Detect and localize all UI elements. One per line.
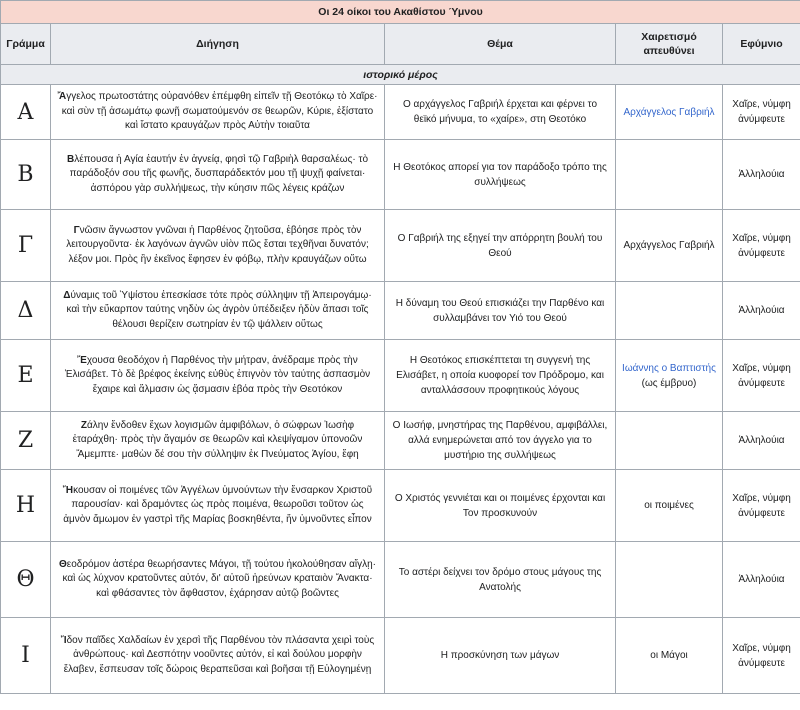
greeting-cell bbox=[616, 210, 723, 282]
narration-cell bbox=[51, 412, 385, 470]
greeting-cell bbox=[616, 542, 723, 618]
greeting-text: Αρχάγγελος Γαβριήλ bbox=[623, 240, 715, 251]
table-caption: Οι 24 οίκοι του Ακαθίστου Ύμνου bbox=[1, 1, 800, 24]
narration-initial: Ἔ bbox=[77, 354, 87, 366]
narration-text: ύναμις τοῦ Ὑψίστου ἐπεσκίασε τότε πρὸς σύλληψιν τῇ Ἀπειρογάμῳ· καὶ τὴν εὔκαρπον ταύτης νηδὺν ὡς ἀγρὸν ὑπέδειξεν ἡδὺν ἅπασι τοῖς θέλουσι θερίζειν σωτηρίαν ἐν τῷ ψάλλειν οὕτως bbox=[66, 289, 372, 330]
greeting-text: οι Μάγοι bbox=[650, 650, 688, 661]
narration-initial: Θ bbox=[59, 558, 67, 570]
greeting-text: οι ποιμένες bbox=[644, 500, 694, 511]
narration-text: άλην ἔνδοθεν ἔχων λογισμῶν ἀμφιβόλων, ὁ σώφρων Ἰωσὴφ ἐταράχθη· πρὸς τὴν ἄγαμόν σε θεωρῶν καὶ κλεψίγαμον ὑπονοῶν Ἄμεμπτε· μαθὼν δέ σου τὴν σύλληψιν ἐκ Πνεύματος Ἁγίου, ἔφη bbox=[72, 419, 363, 460]
table-row bbox=[1, 340, 800, 412]
header-refrain: Εφύμνιο bbox=[723, 24, 800, 65]
narration-initial: Γ bbox=[73, 224, 80, 236]
letter-cell: Η bbox=[1, 470, 51, 542]
narration-text: λέπουσα ἡ Αγία ἑαυτήν ἐν ἁγνείᾳ, φησὶ τῷ Γαβριὴλ θαρσαλέως· τὸ παράδοξόν σου τῆς φωνῆς, δυσπαράδεκτόν μου τῇ ψυχῇ φαίνεται· ἀσπόρου γὰρ συλλήψεως, τὴν κύησιν πῶς λέγεις κράζων bbox=[69, 153, 369, 194]
greeting-cell bbox=[616, 85, 723, 140]
header-narration: Διήγηση bbox=[51, 24, 385, 65]
letter-cell: Ι bbox=[1, 618, 51, 694]
theme-cell: Ο αρχάγγελος Γαβριήλ έρχεται και φέρνει το θεϊκό μήνυμα, το «χαίρε», στη Θεοτόκο bbox=[385, 85, 616, 140]
table-row bbox=[1, 618, 800, 694]
greeting-cell bbox=[616, 412, 723, 470]
narration-cell bbox=[51, 542, 385, 618]
greeting-link[interactable]: Ιωάννης ο Βαπτιστής bbox=[622, 362, 716, 374]
narration-text: δον παῖδες Χαλδαίων ἐν χερσὶ τῆς Παρθένου τὸν πλάσαντα χειρὶ τοὺς ἀνθρώπους· καὶ Δεσπότην νοοῦντες αὐτόν, εἰ καὶ δούλου μορφὴν ἔλαβεν, ἔσπευσαν τοῖς δώροις θεραπεῦσαι καὶ βοῆσαι τῇ Εὐλογημένῃ bbox=[63, 634, 375, 675]
table-row bbox=[1, 85, 800, 140]
letter-cell: Β bbox=[1, 140, 51, 210]
narration-initial: Ζ bbox=[80, 419, 87, 431]
theme-cell: Το αστέρι δείχνει τον δρόμο στους μάγους της Ανατολής bbox=[385, 542, 616, 618]
theme-cell: Η προσκύνηση των μάγων bbox=[385, 618, 616, 694]
table-row bbox=[1, 542, 800, 618]
theme-cell: Ο Χριστός γεννιέται και οι ποιμένες έρχονται και Τον προσκυνούν bbox=[385, 470, 616, 542]
narration-initial: Ἴ bbox=[60, 634, 67, 646]
theme-cell: Η δύναμη του Θεού επισκιάζει την Παρθένο και συλλαμβάνει τον Υιό του Θεού bbox=[385, 282, 616, 340]
header-theme: Θέμα bbox=[385, 24, 616, 65]
refrain-cell: Ἀλληλούια bbox=[723, 282, 800, 340]
narration-text: εοδρόμον ἀστέρα θεωρήσαντες Μάγοι, τῇ τούτου ἠκολούθησαν αἴγλῃ· καὶ ὡς λύχνον κρατοῦντες αὐτόν, δι' αὐτοῦ ἠρεύνων κραταιὸν Ἄνακτα· καὶ φθάσαντες τὸν ἄφθαστον, ἐχάρησαν αὐτῷ βοῶντες bbox=[62, 558, 376, 599]
narration-text: νῶσιν ἄγνωστον γνῶναι ἡ Παρθένος ζητοῦσα, ἐβόησε πρὸς τὸν λειτουργοῦντα· ἐκ λαγόνων ἁγνῶν υἱὸν πῶς ἔσται τεχθῆναι δυνατόν; λέξον μοι. Πρὸς ἣν ἐκεῖνος ἔφησεν ἐν φόβῳ, πλὴν κραυγάζων οὕτω bbox=[66, 224, 369, 265]
narration-cell bbox=[51, 618, 385, 694]
narration-initial: Β bbox=[66, 153, 75, 165]
letter-cell: Γ bbox=[1, 210, 51, 282]
greeting-link[interactable]: Αρχάγγελος Γαβριήλ bbox=[623, 106, 715, 118]
greeting-cell bbox=[616, 470, 723, 542]
narration-cell bbox=[51, 85, 385, 140]
narration-text: γγελος πρωτοστάτης οὐρανόθεν ἐπέμφθη εἰπεῖν τῇ Θεοτόκῳ τὸ Χαῖρε· καὶ σὺν τῇ ἀσωμάτῳ φωνῇ σωματούμενόν σε θεωρῶν, Κύριε, ἐξίστατο καὶ ἵστατο κραυγάζων πρὸς Αὐτὴν τοιαῦτα bbox=[61, 91, 378, 132]
theme-cell: Η Θεοτόκος επισκέπτεται τη συγγενή της Ελισάβετ, η οποία κυοφορεί τον Πρόδρομο, και ανταλλάσσουν προφητικούς λόγους bbox=[385, 340, 616, 412]
header-greeting: Χαιρετισμό απευθύνει bbox=[616, 24, 723, 65]
header-letter: Γράμμα bbox=[1, 24, 51, 65]
theme-cell: Η Θεοτόκος απορεί για τον παράδοξο τρόπο της συλλήψεως bbox=[385, 140, 616, 210]
letter-cell: Ε bbox=[1, 340, 51, 412]
narration-cell bbox=[51, 340, 385, 412]
letter-cell: Α bbox=[1, 85, 51, 140]
greeting-text: (ως έμβρυο) bbox=[641, 377, 697, 389]
narration-cell bbox=[51, 210, 385, 282]
letter-cell: Θ bbox=[1, 542, 51, 618]
refrain-cell: Ἀλληλούια bbox=[723, 412, 800, 470]
table-row bbox=[1, 412, 800, 470]
greeting-cell bbox=[616, 282, 723, 340]
refrain-cell: Χαῖρε, νύμφη ἀνύμφευτε bbox=[723, 85, 800, 140]
letter-cell: Δ bbox=[1, 282, 51, 340]
table-row bbox=[1, 210, 800, 282]
narration-initial: Δ bbox=[63, 289, 71, 301]
refrain-cell: Χαῖρε, νύμφη ἀνύμφευτε bbox=[723, 618, 800, 694]
narration-cell bbox=[51, 282, 385, 340]
section-header: ιστορικό μέρος bbox=[1, 65, 800, 85]
greeting-cell bbox=[616, 140, 723, 210]
narration-cell bbox=[51, 140, 385, 210]
greeting-cell bbox=[616, 618, 723, 694]
narration-cell bbox=[51, 470, 385, 542]
table-row bbox=[1, 140, 800, 210]
theme-cell: Ο Ιωσήφ, μνηστήρας της Παρθένου, αμφιβάλλει, αλλά ενημερώνεται από τον άγγελο για το μυστήριο της συλλήψεως bbox=[385, 412, 616, 470]
narration-text: κουσαν οἱ ποιμένες τῶν Ἀγγέλων ὑμνούντων τὴν ἔνσαρκον Χριστοῦ παρουσίαν· καὶ δραμόντες ὡς πρὸς ποιμένα, θεωροῦσι τοῦτον ὡς ἀμνὸν ἄμωμον ἐν γαστρὶ τῆς Μαρίας βοσκηθέντα, ἥν ὑμνοῦντες εἶπον bbox=[63, 484, 373, 525]
refrain-cell: Χαῖρε, νύμφη ἀνύμφευτε bbox=[723, 210, 800, 282]
theme-cell: Ο Γαβριήλ της εξηγεί την απόρρητη βουλή του Θεού bbox=[385, 210, 616, 282]
refrain-cell: Χαῖρε, νύμφη ἀνύμφευτε bbox=[723, 470, 800, 542]
narration-initial: Ἤ bbox=[62, 484, 74, 496]
refrain-cell: Ἀλληλούια bbox=[723, 542, 800, 618]
refrain-cell: Ἀλληλούια bbox=[723, 140, 800, 210]
narration-initial: Ἄ bbox=[57, 91, 67, 103]
letter-cell: Ζ bbox=[1, 412, 51, 470]
table-row bbox=[1, 282, 800, 340]
table-row bbox=[1, 470, 800, 542]
narration-text: χουσα θεοδόχον ἡ Παρθένος τὴν μήτραν, ἀνέδραμε πρὸς τὴν Ἐλισάβετ. Τὸ δὲ βρέφος ἐκείνης εὐθὺς ἐπιγνὸν τὸν ταύτης ἀσπασμὸν ἔχαιρε καὶ ἅλμασιν ὡς ᾄσμασιν ἐβόα πρὸς τὴν Θεοτόκον bbox=[64, 354, 371, 395]
greeting-cell bbox=[616, 340, 723, 412]
refrain-cell: Χαῖρε, νύμφη ἀνύμφευτε bbox=[723, 340, 800, 412]
